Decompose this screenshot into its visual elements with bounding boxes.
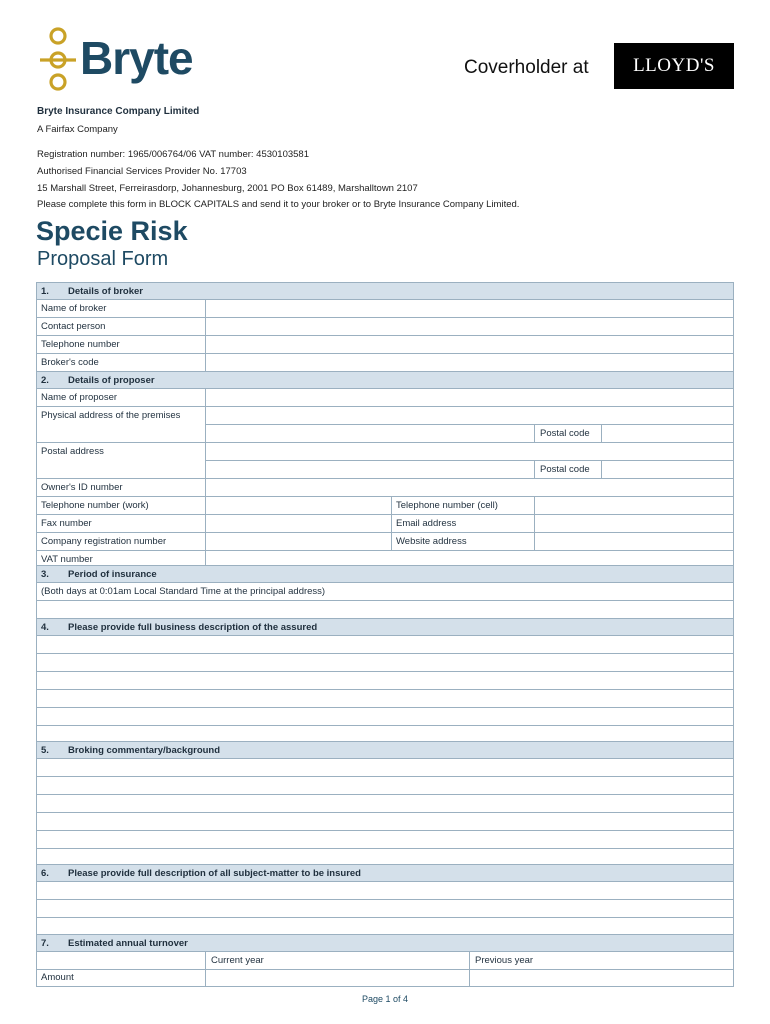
row-turnover-header (36, 952, 734, 970)
section-number: 6. (41, 868, 49, 879)
row-broker-name (36, 300, 734, 318)
proposer-name-input[interactable] (206, 389, 734, 406)
logo-text: Bryte (80, 32, 193, 84)
row-telephone (36, 336, 734, 354)
contact-person-input[interactable] (206, 318, 734, 335)
company-parent: A Fairfax Company (37, 124, 118, 135)
field-label: Amount (41, 972, 74, 983)
fsp-info: Authorised Financial Services Provider No. 17703 (37, 166, 247, 177)
section-title: Please provide full business description of the assured (68, 622, 318, 633)
field-label: Postal address (41, 446, 104, 457)
broking-commentary-line[interactable] (36, 813, 734, 831)
row-postal-address (36, 443, 734, 461)
telephone-input[interactable] (206, 336, 734, 353)
field-label: Contact person (41, 321, 106, 332)
telephone-cell-input[interactable] (535, 497, 734, 514)
field-label: Website address (396, 536, 467, 547)
broker-name-input[interactable] (206, 300, 734, 317)
field-label: Fax number (41, 518, 92, 529)
page-title: Specie Risk (36, 216, 188, 246)
company-name: Bryte Insurance Company Limited (37, 106, 200, 117)
field-label: Physical address of the premises (41, 410, 181, 421)
field-label: Company registration number (41, 536, 167, 547)
section-title: Period of insurance (68, 569, 157, 580)
broking-commentary-line[interactable] (36, 777, 734, 795)
section-6-header (36, 864, 734, 882)
owner-id-input[interactable] (206, 479, 734, 496)
postal-postal-code-input[interactable] (602, 461, 734, 478)
broker-code-input[interactable] (206, 354, 734, 371)
section-title: Broking commentary/background (68, 745, 221, 756)
business-description-line[interactable] (36, 690, 734, 708)
column-label: Previous year (475, 955, 534, 966)
field-label: Postal code (540, 464, 590, 475)
row-telephone-work (36, 497, 734, 515)
instruction-text: Please complete this form in BLOCK CAPITALS and send it to your broker or to Bryte Insurance Company Limited. (37, 199, 520, 210)
section-number: 1. (41, 286, 49, 297)
field-label: VAT number (41, 554, 93, 565)
field-label: Name of proposer (41, 392, 118, 403)
field-label: Telephone number (41, 339, 120, 350)
broking-commentary-line[interactable] (36, 795, 734, 813)
field-label: Postal code (540, 428, 590, 439)
field-label: Telephone number (work) (41, 500, 149, 511)
physical-postal-code-input[interactable] (602, 425, 734, 442)
field-label: Name of broker (41, 303, 107, 314)
field-label: Broker's code (41, 357, 99, 368)
postal-address-input[interactable] (206, 443, 734, 460)
amount-current-year-input[interactable] (206, 969, 469, 986)
physical-address-input[interactable] (206, 407, 734, 424)
row-period-note (36, 583, 734, 601)
section-3-header (36, 565, 734, 583)
row-contact-person (36, 318, 734, 336)
row-company-reg (36, 533, 734, 551)
field-label: Telephone number (cell) (396, 500, 498, 511)
broking-commentary-line[interactable] (36, 831, 734, 849)
business-description-line[interactable] (36, 636, 734, 654)
row-proposer-name (36, 389, 734, 407)
section-number: 3. (41, 569, 49, 580)
section-4-header (36, 618, 734, 636)
broking-commentary-line[interactable] (36, 759, 734, 777)
telephone-work-input[interactable] (206, 497, 391, 514)
row-turnover-amount (36, 969, 734, 987)
amount-previous-year-input[interactable] (470, 969, 734, 986)
column-label: Current year (211, 955, 264, 966)
section-number: 7. (41, 938, 49, 949)
coverholder-text: Coverholder at (464, 57, 589, 78)
company-reg-input[interactable] (206, 533, 391, 550)
section-7-header (36, 934, 734, 952)
section-title: Details of proposer (68, 375, 155, 386)
subject-matter-line[interactable] (36, 900, 734, 918)
website-input[interactable] (535, 533, 734, 550)
row-physical-postal (36, 425, 734, 443)
business-description-line[interactable] (36, 654, 734, 672)
business-description-line[interactable] (36, 672, 734, 690)
field-label: Owner's ID number (41, 482, 123, 493)
section-title: Estimated annual turnover (68, 938, 188, 949)
page-number: Page 1 of 4 (361, 994, 409, 1004)
field-label: (Both days at 0:01am Local Standard Time at the principal address) (41, 586, 326, 597)
registration-info: Registration number: 1965/006764/06 VAT number: 4530103581 (37, 149, 309, 160)
period-input[interactable] (36, 601, 734, 619)
row-broker-code (36, 354, 734, 372)
section-number: 5. (41, 745, 49, 756)
page-subtitle: Proposal Form (37, 248, 169, 270)
section-title: Details of broker (68, 286, 143, 297)
subject-matter-line[interactable] (36, 882, 734, 900)
section-number: 4. (41, 622, 49, 633)
row-owner-id (36, 479, 734, 497)
company-address: 15 Marshall Street, Ferreirasdorp, Johannesburg, 2001 PO Box 61489, Marshalltown 2107 (37, 183, 418, 194)
fax-input[interactable] (206, 515, 391, 532)
row-fax (36, 515, 734, 533)
section-2-header (36, 371, 734, 389)
field-label: Email address (396, 518, 457, 529)
section-number: 2. (41, 375, 49, 386)
row-physical-address (36, 407, 734, 425)
section-title: Please provide full description of all subject-matter to be insured (68, 868, 361, 879)
row-postal-postal (36, 461, 734, 479)
section-1-header (36, 282, 734, 300)
business-description-line[interactable] (36, 708, 734, 726)
section-5-header (36, 741, 734, 759)
email-input[interactable] (535, 515, 734, 532)
lloyds-logo: LLOYD'S (614, 43, 734, 89)
